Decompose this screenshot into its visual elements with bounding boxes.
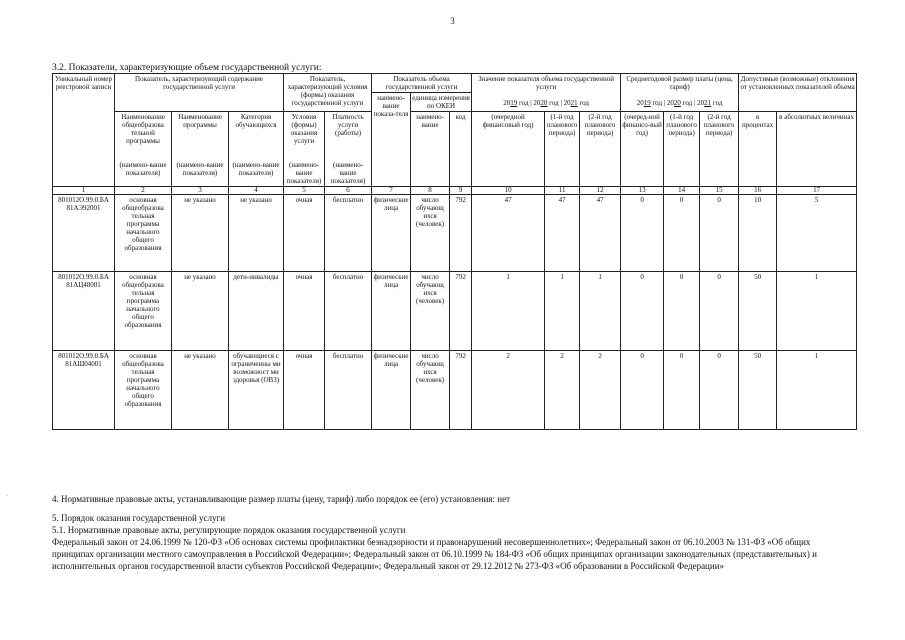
header-volume-group: Показатель объема государственной услуги [372, 74, 472, 93]
cell-form: очная [284, 272, 325, 351]
header-price-current: (очеред-ной финансо-вый год) [621, 112, 664, 187]
cell-payment: бесплатно [325, 195, 372, 272]
header-value-group: Значение показателя объема государственной услуги 2019 год | 2020 год | 2021 год [472, 74, 621, 112]
header-cond-2: Платность услуги (работы) (наимено-вание показателя) [325, 112, 372, 187]
page-number: 3 [450, 16, 455, 26]
column-number: 11 [545, 187, 580, 195]
cell-value-2020: 2 [545, 351, 580, 430]
header-unit-name: наимено-вание [411, 112, 450, 187]
section-title: 3.2. Показатели, характеризующие объем государственной услуги: [52, 63, 322, 73]
column-number: 4 [229, 187, 284, 195]
cell-form: очная [284, 351, 325, 430]
cell-dev-absolute: 1 [777, 272, 857, 351]
cell-code: 792 [450, 351, 472, 430]
header-content-group: Показатель, характеризующий содержание государственной услуги [115, 74, 284, 112]
cell-category: обучающиеся с ограниченны ми возможност ми здоровья (ОВЗ) [229, 351, 284, 430]
cell-program-name: не указано [172, 272, 229, 351]
header-deviation-group: Допустимые (возможные) отклонения от установленных показателей объема [739, 74, 857, 112]
header-period-second: (2-й год планового периода) [580, 112, 621, 187]
cell-code: 792 [450, 272, 472, 351]
column-number: 9 [450, 187, 472, 195]
cell-price-2019: 0 [621, 195, 664, 272]
table-row [53, 351, 857, 430]
cell-indicator: физические лица [372, 195, 411, 272]
cell-program: основная общеобразова тельная программа начального общего образования [115, 351, 172, 430]
header-content-3: Категория обучающихся (наимено-вание показателя) [229, 112, 284, 187]
column-number: 10 [472, 187, 545, 195]
cell-unit: число обучающ ихся (человек) [411, 351, 450, 430]
column-number: 12 [580, 187, 621, 195]
cell-dev-percent: 50 [739, 272, 777, 351]
header-period-first: (1-й год планового периода) [545, 112, 580, 187]
cell-price-2021: 0 [700, 195, 739, 272]
header-cond-1: Условия (формы) оказания услуги (наимено-вание показателя) [284, 112, 325, 187]
cell-category: не указано [229, 195, 284, 272]
header-unit-code: код [450, 112, 472, 187]
header-registry: Уникальный номер реестровой записи [53, 74, 115, 187]
column-number: 7 [372, 187, 411, 195]
cell-registry: 801012О.99.0.БА 81АШ04001 [53, 351, 115, 430]
cell-value-2021: 47 [580, 195, 621, 272]
cell-value-2019: 47 [472, 195, 545, 272]
cell-dev-percent: 10 [739, 195, 777, 272]
header-row-1 [53, 74, 857, 93]
cell-code: 792 [450, 195, 472, 272]
cell-value-2019: 2 [472, 351, 545, 430]
header-price-group: Среднегодовой размер платы (цена, тариф) 2019 год | 2020 год | 2021 год [621, 74, 739, 112]
header-price-second: (2-й год планового периода) [700, 112, 739, 187]
cell-value-2019: 1 [472, 272, 545, 351]
cell-price-2021: 0 [700, 272, 739, 351]
cell-price-2020: 0 [664, 195, 700, 272]
header-dev-percent: в процентах [739, 112, 777, 187]
column-number: 1 [53, 187, 115, 195]
cell-registry: 801012О.99.0.БА 81АЦ48001 [53, 272, 115, 351]
column-number: 3 [172, 187, 229, 195]
paragraph-payment-acts: 4. Нормативные правовые акты, устанавливающие размер платы (цену, тариф) либо порядок ее (его) установления: нет [52, 494, 511, 504]
column-number: 8 [411, 187, 450, 195]
cell-dev-absolute: 5 [777, 195, 857, 272]
cell-price-2020: 0 [664, 272, 700, 351]
column-number: 14 [664, 187, 700, 195]
header-volume-name: наимено-вание показа-теля [372, 93, 411, 187]
cell-price-2020: 0 [664, 351, 700, 430]
margin-mark: · [6, 492, 9, 500]
column-numbers-row [53, 187, 857, 195]
header-dev-absolute: в абсолютных величинах [777, 112, 857, 187]
cell-value-2021: 1 [580, 272, 621, 351]
paragraph-laws-list: Федеральный закон от 24.06.1999 № 120-ФЗ «Об основах системы профилактики безнадзорности и правонарушений несовершеннолетних»; Федеральный закон от 06.10.2003 № 131-ФЗ «Об общих принципах организации местного самоуправления в Российской Федерации»; Федеральный закон от 06.10.1999 № 184-ФЗ «Об общих принципах организации законодательных (представительных) и исполнительных органов государственной власти субъектов Российской Федерации»; Федеральный закон от 29.12.2012 № 273-ФЗ «Об образовании в Российской Федерации» [52, 537, 817, 571]
column-number: 15 [700, 187, 739, 195]
cell-payment: бесплатно [325, 272, 372, 351]
volume-indicators-table [52, 73, 857, 430]
column-number: 2 [115, 187, 172, 195]
column-number: 17 [777, 187, 857, 195]
cell-program-name: не указано [172, 195, 229, 272]
header-content-1: Наименование общеобразова тельной программы (наимено-вание показателя) [115, 112, 172, 187]
cell-price-2021: 0 [700, 351, 739, 430]
table-row [53, 272, 857, 351]
price-years: 2019 год | 2020 год | 2021 год [636, 99, 723, 107]
cell-registry: 801012О.99.0.БА 81АЭ92001 [53, 195, 115, 272]
cell-program-name: не указано [172, 351, 229, 430]
table-row [53, 195, 857, 272]
header-unit-group: единица измерения по ОКЕИ [412, 94, 470, 110]
cell-form: очная [284, 195, 325, 272]
column-number: 13 [621, 187, 664, 195]
cell-indicator: физические лица [372, 351, 411, 430]
cell-unit: число обучающ ихся (человек) [411, 195, 450, 272]
column-number: 6 [325, 187, 372, 195]
cell-value-2021: 2 [580, 351, 621, 430]
cell-program: основная общеобразова тельная программа начального общего образования [115, 272, 172, 351]
header-price-first: (1-й год планового периода) [664, 112, 700, 187]
header-period-current: (очередной финансовый год) [472, 112, 545, 187]
cell-payment: бесплатно [325, 351, 372, 430]
cell-unit: число обучающ ихся (человек) [411, 272, 450, 351]
cell-value-2020: 1 [545, 272, 580, 351]
paragraph-service-order: 5. Порядок оказания государственной услуги [52, 513, 226, 523]
cell-price-2019: 0 [621, 272, 664, 351]
cell-program: основная общеобразова тельная программа начального общего образования [115, 195, 172, 272]
header-content-2: Наименование программы (наимено-вание показателя) [172, 112, 229, 187]
column-number: 16 [739, 187, 777, 195]
cell-price-2019: 0 [621, 351, 664, 430]
cell-dev-percent: 50 [739, 351, 777, 430]
value-years: 2019 год | 2020 год | 2021 год [503, 99, 589, 107]
paragraph-regulating-acts: 5.1. Нормативные правовые акты, регулирующие порядок оказания государственной услуги [52, 525, 406, 535]
header-conditions-group: Показатель, характеризующий условия (формы) оказания государственной услуги [284, 74, 372, 112]
cell-dev-absolute: 1 [777, 351, 857, 430]
cell-indicator: физические лица [372, 272, 411, 351]
header-row-3 [53, 112, 857, 187]
cell-value-2020: 47 [545, 195, 580, 272]
column-number: 5 [284, 187, 325, 195]
cell-category: дети-инвалиды [229, 272, 284, 351]
